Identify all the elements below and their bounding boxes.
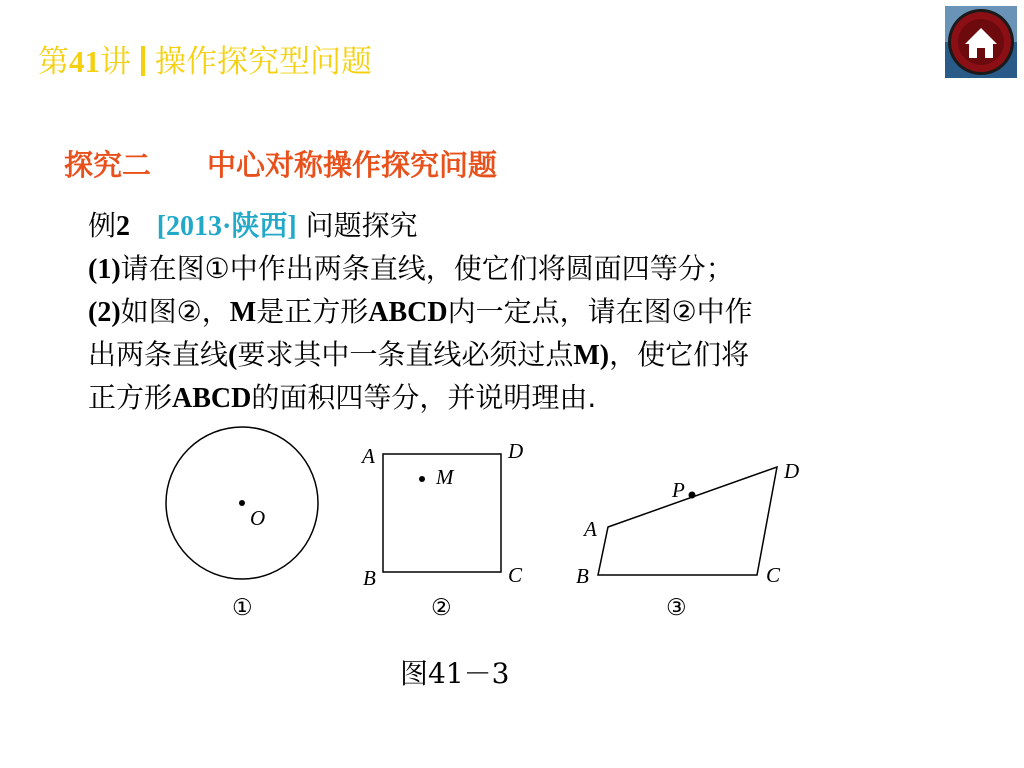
vertex-d: D xyxy=(784,459,800,483)
q2-text-b: 是正方形 xyxy=(256,295,369,328)
lecture-suffix: 讲 xyxy=(100,44,131,80)
figure-3-number: ③ xyxy=(666,595,687,620)
lecture-number: 41 xyxy=(69,44,100,79)
vertex-a: A xyxy=(584,517,597,541)
point-m-label: M xyxy=(436,465,454,489)
point-m xyxy=(419,476,425,482)
vertex-b: B xyxy=(576,564,589,588)
q2-number: (2) xyxy=(88,297,121,328)
example-source: [2013·陕西] xyxy=(156,211,297,242)
q1-text: 请在图①中作出两条直线，使它们将圆面四等分； xyxy=(120,252,734,285)
q1-number: (1) xyxy=(88,254,121,285)
q2-line2-b: 要求其中一条直线必须过点 xyxy=(237,338,574,371)
center-point xyxy=(239,500,245,506)
point-p xyxy=(689,492,696,499)
q2-line3-square: ABCD xyxy=(172,383,252,414)
figure-1-number: ① xyxy=(232,595,253,620)
figure-2-number: ② xyxy=(431,595,452,620)
figure-2 xyxy=(360,439,523,620)
example-prefix: 例 xyxy=(88,209,117,242)
vertex-d: D xyxy=(508,439,524,463)
section-label: 探究二 xyxy=(64,148,152,182)
section-title: 中心对称操作探究问题 xyxy=(207,148,498,182)
q2-line3-b: 的面积四等分，并说明理由. xyxy=(251,381,597,414)
example-heading: 问题探究 xyxy=(305,209,418,242)
q2-text-c: 内一定点，请在图②中作 xyxy=(447,295,753,328)
q2-line2-paren: ( xyxy=(228,340,238,371)
point-p-label: P xyxy=(672,478,685,502)
figure-caption: 图41－3 xyxy=(400,657,510,690)
q2-line2-m: M) xyxy=(573,340,610,371)
vertex-a: A xyxy=(362,444,375,468)
q2-text-a: 如图②， xyxy=(120,295,230,328)
center-label: O xyxy=(250,506,266,530)
q2-line2-a: 出两条直线 xyxy=(88,338,229,371)
vertex-b: B xyxy=(363,566,376,590)
example-number: 2 xyxy=(116,211,131,242)
lecture-topic: 操作探究型问题 xyxy=(155,44,372,80)
quadrilateral xyxy=(598,467,777,575)
figure-1 xyxy=(166,427,318,620)
q2-point-m: M xyxy=(229,297,257,328)
q2-square-name: ABCD xyxy=(368,297,448,328)
figure-3 xyxy=(576,459,799,620)
vertex-c: C xyxy=(766,563,781,587)
q2-line2-c: ，使它们将 xyxy=(609,338,750,371)
q2-line3-a: 正方形 xyxy=(88,381,173,414)
vertex-c: C xyxy=(508,563,523,587)
lecture-prefix: 第 xyxy=(38,44,69,80)
